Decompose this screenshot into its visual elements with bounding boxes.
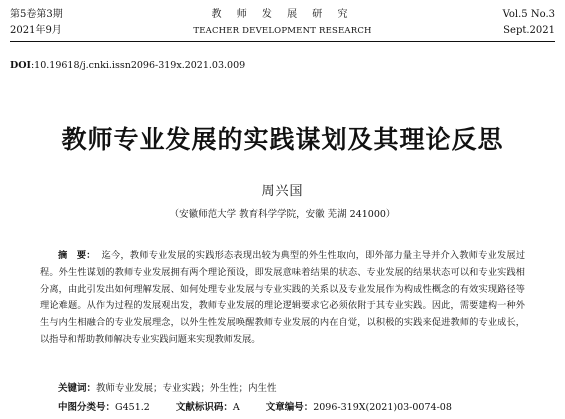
- journal-header: [10, 7, 555, 41]
- abstract: [40, 248, 525, 349]
- doc-code-value: A: [232, 402, 240, 413]
- abstract-label: 摘 要：: [58, 250, 96, 261]
- clc-value: G451.2: [115, 402, 150, 413]
- classification-line: [58, 399, 452, 413]
- journal-name-cn: 教 师 发 展 研 究: [211, 9, 354, 20]
- volume-en: Vol.5 No.3: [502, 9, 555, 20]
- doi-label: DOI: [10, 60, 31, 71]
- keywords-label: 关键词：: [58, 383, 97, 394]
- article-number-value: 2096-319X(2021)03-0074-08: [313, 402, 452, 413]
- author-name: 周兴国: [261, 184, 304, 199]
- doc-code-label: 文献标识码：: [175, 402, 233, 413]
- doi-value[interactable]: :10.19618/j.cnki.issn2096-319x.2021.03.009: [30, 60, 246, 71]
- header-row-top: [10, 7, 555, 23]
- author-affiliation: （安徽师范大学 教育科学学院，安徽 芜湖 241000）: [169, 209, 396, 220]
- abstract-text: 迄今，教师专业发展的实践形态表现出较为典型的外生性取向，即外部力量主导并介入教师专业发展过程。外生性谋划的教师专业发展拥有两个理论预设，即发展意味着结果的状态、专业发展的结果状态可以和专业实践相分离，由此引发出如何理解发展、如何处理专业发展与专业实践的关系以及专业发展作为构成性概念的有效实现路径等理论难题。从作为过程的发展观出发，教师专业发展的理论逻辑要求它必须依附于其专业实践。因此，需要建构一种外生与内生相融合的专业发展理念，以外生性发展唤醒教师专业发展的内在自觉，以积极的实践来促进教师的专业成长，以指导和帮助教师解决专业实践问题来实现教师发展。: [40, 250, 526, 345]
- paper-title: 教师专业发展的实践谋划及其理论反思: [61, 125, 504, 154]
- header-rule: [10, 41, 555, 42]
- journal-name-en: TEACHER DEVELOPMENT RESEARCH: [193, 26, 372, 36]
- clc-label: 中图分类号：: [58, 402, 116, 413]
- keywords: [58, 380, 277, 394]
- doi-line: [10, 60, 245, 71]
- article-number-label: 文章编号：: [265, 402, 314, 413]
- issue-volume: 第5卷第3期: [10, 9, 63, 20]
- issue-date: 2021年9月: [10, 25, 62, 36]
- date-en: Sept.2021: [503, 25, 555, 36]
- keywords-text: 教师专业发展；专业实践；外生性；内生性: [96, 383, 277, 394]
- header-row-bottom: [10, 23, 555, 39]
